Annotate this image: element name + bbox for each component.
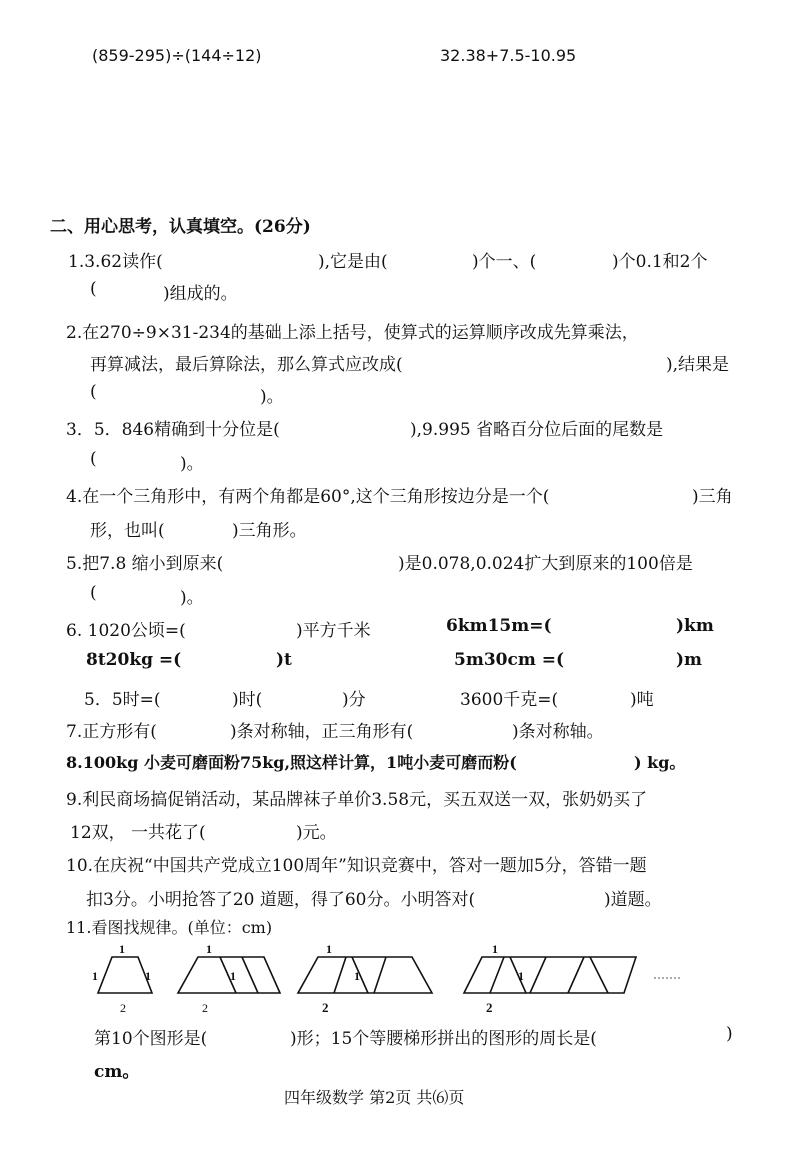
q1-part-e: (	[90, 279, 97, 299]
q9-line2-a: 12双， 一共花了(	[70, 823, 206, 843]
q1-part-d: )个0.1和2个	[612, 252, 708, 272]
q2-line3-close: )。	[260, 387, 284, 407]
label-top-2: 1	[206, 942, 212, 956]
q6-meter-a: 5m30cm =(	[454, 650, 565, 670]
q6-hour-c: )分	[342, 690, 366, 710]
section-title: 二、用心思考，认真填空。(26分)	[50, 217, 311, 237]
q1-part-c: )个一、(	[472, 252, 537, 272]
q2-line2: 再算减法，最后算除法，那么算式应改成(	[90, 355, 403, 375]
q10-line2-a: 扣3分。小明抢答了20 道题，得了60分。小明答对(	[86, 890, 476, 910]
q6-meter-b: )m	[676, 650, 703, 670]
label-side-3: 1	[354, 969, 360, 983]
expression-right: 32.38+7.5-10.95	[440, 46, 577, 65]
q11-line2-a: 第10个图形是(	[94, 1029, 208, 1049]
q7-part-b: )条对称轴，正三角形有(	[230, 722, 414, 742]
q7-part-a: 7.正方形有(	[66, 722, 157, 742]
label-top-1: 1	[119, 942, 125, 956]
label-bottom-1: 2	[120, 1001, 126, 1015]
label-bottom-4: 2	[486, 1000, 493, 1015]
q6-ton-b: )t	[276, 650, 292, 670]
q9-line2-b: )元。	[296, 823, 337, 843]
expression-left: (859-295)÷(144÷12)	[92, 46, 262, 65]
q6-kg-b: )吨	[630, 690, 654, 710]
q1-part-a: 1.3.62读作(	[68, 252, 163, 272]
q9-line1: 9.利民商场搞促销活动，某品牌袜子单价3.58元，买五双送一双，张奶奶买了	[66, 790, 648, 810]
q1-part-f: )组成的。	[163, 284, 238, 304]
label-top-4: 1	[492, 942, 498, 956]
q8-part-b: ) kg。	[634, 753, 686, 772]
q7-part-c: )条对称轴。	[512, 722, 604, 742]
q2-line1: 2.在270÷9×31-234的基础上添上括号，使算式的运算顺序改成先算乘法，	[66, 323, 639, 343]
q4-part-d: )三角形。	[232, 521, 307, 541]
q5-part-b: )是0.078,0.024扩大到原来的100倍是	[398, 554, 693, 574]
page-footer: 四年级数学 第2页 共⑹页	[284, 1088, 465, 1107]
label-right-1: 1	[145, 969, 151, 983]
label-top-3: 1	[326, 942, 332, 956]
label-bottom-3: 2	[322, 1000, 329, 1015]
q4-part-c: 形，也叫(	[90, 521, 165, 541]
q6-hectare-b: )平方千米	[296, 621, 371, 641]
q10-line2-b: )道题。	[604, 890, 662, 910]
q10-line1: 10.在庆祝“中国共产党成立100周年”知识竞赛中，答对一题加5分，答错一题	[66, 856, 647, 876]
q11-unit: cm。	[94, 1062, 140, 1082]
q6-km-b: )km	[676, 616, 714, 636]
q6-ton-a: 8t20kg =(	[86, 650, 182, 670]
q6-hour-b: )时(	[232, 690, 263, 710]
q5-part-d: )。	[180, 588, 204, 608]
label-bottom-2: 2	[202, 1001, 208, 1015]
q4-part-a: 4.在一个三角形中，有两个角都是60°,这个三角形按边分是一个(	[66, 487, 550, 507]
q6-hour-a: 5．5时=(	[84, 690, 161, 710]
q6-km-a: 6km15m=(	[446, 616, 552, 636]
q8-part-a: 8.100kg 小麦可磨面粉75kg,照这样计算，1吨小麦可磨而粉(	[66, 753, 517, 772]
q11-title: 11.看图找规律。(单位：cm)	[66, 918, 273, 937]
q2-line2-end: ),结果是	[666, 355, 730, 375]
q3-part-d: )。	[180, 454, 204, 474]
q3-part-a: 3．5．846精确到十分位是(	[66, 420, 280, 440]
q1-part-b: ),它是由(	[318, 252, 388, 272]
q11-line2-b: )形；15个等腰梯形拼出的图形的周长是(	[290, 1029, 597, 1049]
q3-part-c: (	[90, 449, 97, 469]
q6-hectare-a: 6. 1020公顷=(	[66, 621, 186, 641]
q3-part-b: ),9.995 省略百分位后面的尾数是	[410, 420, 664, 440]
q6-kg-a: 3600千克=(	[460, 690, 559, 710]
label-side-2: 1	[230, 969, 236, 983]
q4-part-b: )三角	[692, 487, 733, 507]
q11-line2-c: )	[726, 1024, 733, 1044]
label-left-1: 1	[92, 969, 98, 983]
q5-part-c: (	[90, 583, 97, 603]
q5-part-a: 5.把7.8 缩小到原来(	[66, 554, 224, 574]
trapezoid-pattern-figure	[90, 940, 700, 1020]
label-side-4: 1	[518, 969, 524, 983]
q2-line3-open: (	[90, 382, 97, 402]
